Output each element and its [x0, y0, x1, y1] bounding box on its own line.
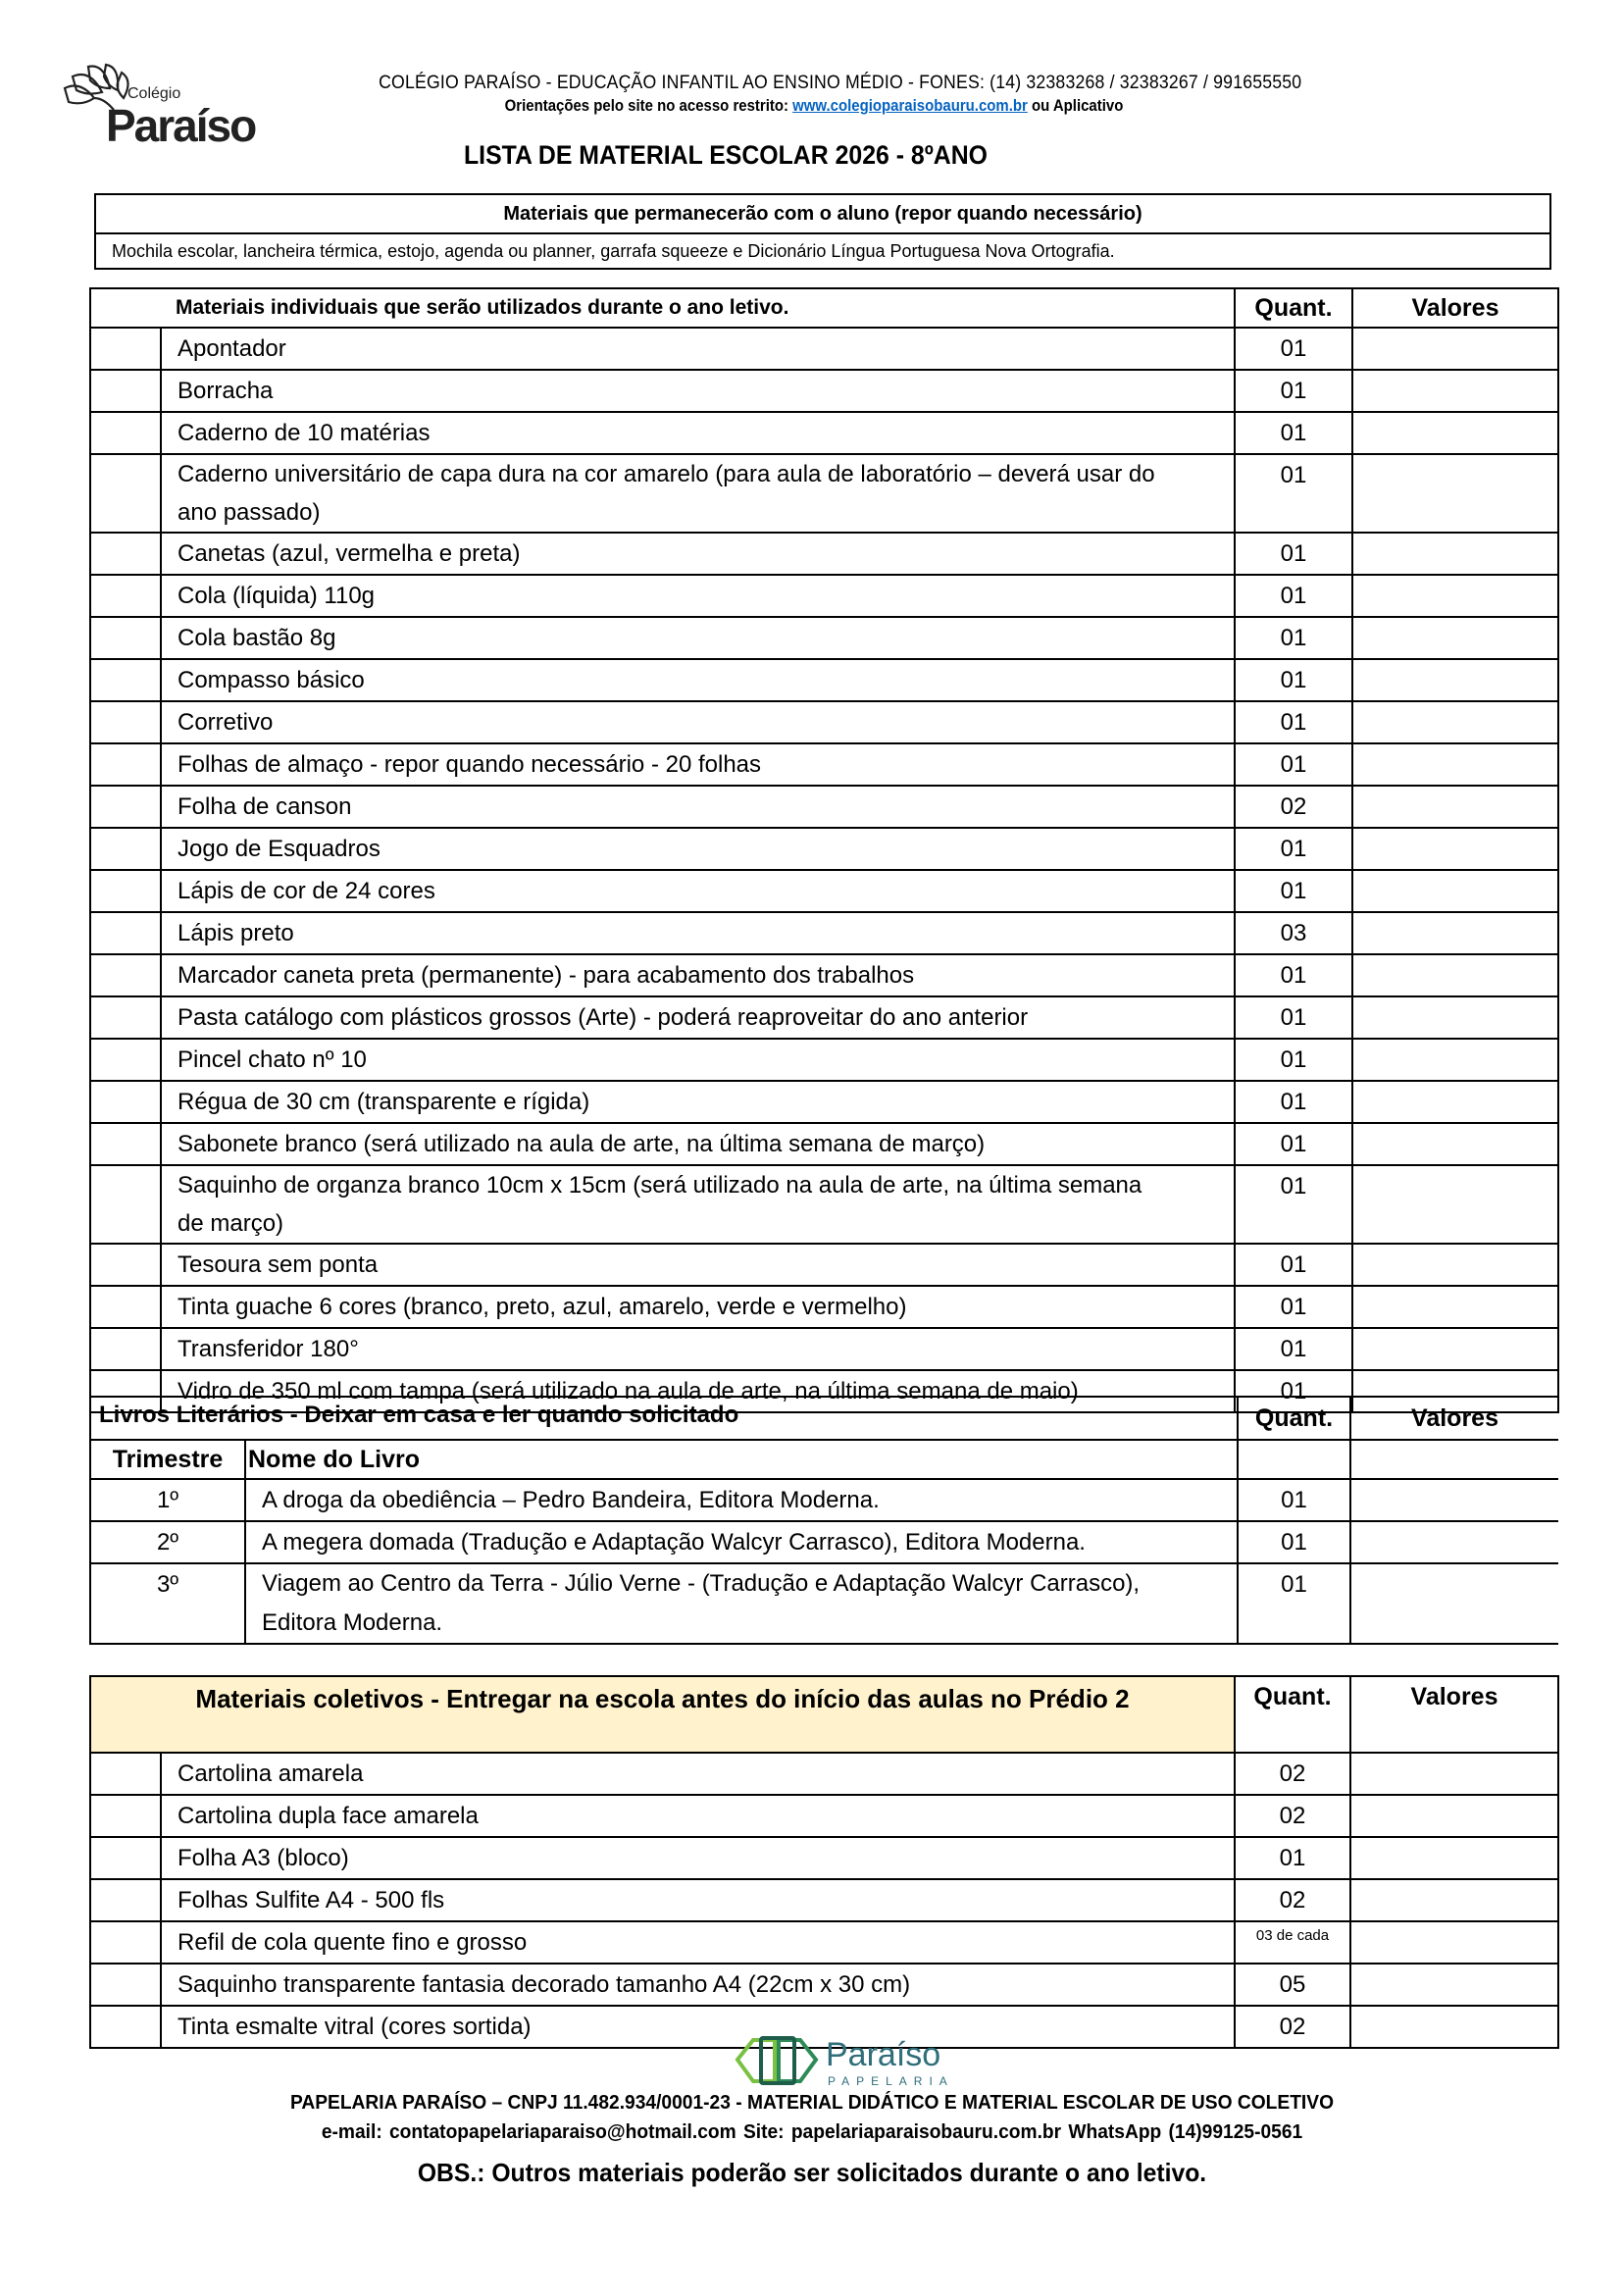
value-cell[interactable]: [1352, 1081, 1558, 1123]
value-cell[interactable]: [1352, 412, 1558, 454]
book-name: A droga da obediência – Pedro Bandeira, Editora Moderna.: [245, 1479, 1238, 1521]
book-qty: 01: [1238, 1563, 1350, 1644]
table-row: [90, 1244, 1558, 1286]
table-row: [90, 1081, 1558, 1123]
item-name: Caderno universitário de capa dura na cor amarelo (para aula de laboratório – deverá usar do ano passado): [161, 454, 1235, 533]
item-name: Lápis preto: [161, 912, 1235, 954]
checkbox-cell[interactable]: [90, 533, 161, 575]
item-name: Folha de canson: [161, 786, 1235, 828]
orientation-suffix: ou Aplicativo: [1027, 96, 1124, 115]
value-cell[interactable]: [1352, 617, 1558, 659]
item-name: Régua de 30 cm (transparente e rígida): [161, 1081, 1235, 1123]
values-header: Valores: [1352, 288, 1558, 328]
value-cell[interactable]: [1352, 1123, 1558, 1165]
table-row: [90, 786, 1558, 828]
table-row: [90, 328, 1558, 370]
papelaria-info-line: PAPELARIA PARAÍSO – CNPJ 11.482.934/0001-23 - MATERIAL DIDÁTICO E MATERIAL ESCOLAR DE USO COLETIVO: [289, 2092, 1335, 2114]
table-row: [90, 1328, 1558, 1370]
value-cell[interactable]: [1350, 1921, 1558, 1964]
value-cell[interactable]: [1352, 1286, 1558, 1328]
table-row: [90, 996, 1558, 1039]
item-qty: 01: [1235, 828, 1352, 870]
orientation-prefix: Orientações pelo site no acesso restrito:: [504, 96, 793, 115]
checkbox-cell[interactable]: [90, 1879, 161, 1921]
table-row: [90, 1753, 1558, 1795]
item-name: Saquinho transparente fantasia decorado tamanho A4 (22cm x 30 cm): [161, 1964, 1235, 2006]
item-qty: 01: [1235, 954, 1352, 996]
item-qty: 01: [1235, 870, 1352, 912]
item-qty: 01: [1235, 1081, 1352, 1123]
svg-text:Colégio: Colégio: [127, 85, 181, 102]
item-qty: 01: [1235, 1039, 1352, 1081]
checkbox-cell[interactable]: [90, 1165, 161, 1244]
value-cell[interactable]: [1352, 1165, 1558, 1244]
table-row: [90, 1921, 1558, 1964]
school-website-link[interactable]: www.colegioparaisobauru.com.br: [792, 96, 1028, 115]
table-row: [90, 1795, 1558, 1837]
table-row: [90, 1837, 1558, 1879]
item-qty: 01: [1235, 533, 1352, 575]
svg-text:PAPELARIA: PAPELARIA: [828, 2074, 954, 2088]
item-qty: 01: [1235, 1244, 1352, 1286]
item-qty: 01: [1235, 1837, 1350, 1879]
checkbox-cell[interactable]: [90, 1244, 161, 1286]
value-cell[interactable]: [1352, 786, 1558, 828]
item-qty: 02: [1235, 2006, 1350, 2048]
value-cell[interactable]: [1352, 870, 1558, 912]
checkbox-cell[interactable]: [90, 1286, 161, 1328]
trimestre-cell: 1º: [90, 1479, 245, 1521]
table-row: [90, 1123, 1558, 1165]
table-row: [90, 1039, 1558, 1081]
value-cell[interactable]: [1350, 1521, 1558, 1563]
table-row: [90, 701, 1558, 743]
item-name: Tinta esmalte vitral (cores sortida): [161, 2006, 1235, 2048]
value-cell[interactable]: [1352, 1328, 1558, 1370]
checkbox-cell[interactable]: [90, 370, 161, 412]
checkbox-cell[interactable]: [90, 870, 161, 912]
item-qty: 02: [1235, 1795, 1350, 1837]
table-row: [90, 412, 1558, 454]
table-row: [90, 659, 1558, 701]
permanent-materials-heading: Materiais que permanecerão com o aluno (repor quando necessário): [96, 195, 1549, 234]
item-name: Corretivo: [161, 701, 1235, 743]
book-name-header: Nome do Livro: [245, 1440, 1238, 1479]
checkbox-cell[interactable]: [90, 996, 161, 1039]
svg-text:Paraíso: Paraíso: [106, 100, 256, 151]
item-name: Jogo de Esquadros: [161, 828, 1235, 870]
qty-header: Quant.: [1235, 288, 1352, 328]
colegio-paraiso-logo: [59, 59, 265, 152]
item-qty: 05: [1235, 1964, 1350, 2006]
values-header: Valores: [1350, 1397, 1558, 1440]
value-cell[interactable]: [1352, 743, 1558, 786]
book-flower-icon: [59, 59, 265, 152]
item-name: Folha A3 (bloco): [161, 1837, 1235, 1879]
value-cell[interactable]: [1352, 533, 1558, 575]
item-qty: 01: [1235, 1123, 1352, 1165]
value-cell[interactable]: [1352, 454, 1558, 533]
checkbox-cell[interactable]: [90, 1795, 161, 1837]
checkbox-cell[interactable]: [90, 2006, 161, 2048]
item-name: Cartolina amarela: [161, 1753, 1235, 1795]
checkbox-cell[interactable]: [90, 1039, 161, 1081]
observation-note: OBS.: Outros materiais poderão ser solicitados durante o ano letivo.: [417, 2158, 1207, 2187]
checkbox-cell[interactable]: [90, 575, 161, 617]
item-name: Lápis de cor de 24 cores: [161, 870, 1235, 912]
book-name: Viagem ao Centro da Terra - Júlio Verne - (Tradução e Adaptação Walcyr Carrasco), Editora Moderna.: [245, 1563, 1238, 1644]
item-name: Borracha: [161, 370, 1235, 412]
trimestre-header: Trimestre: [90, 1440, 245, 1479]
qty-cell: [1238, 1440, 1350, 1479]
table-row: [90, 1479, 1558, 1521]
checkbox-cell[interactable]: [90, 1328, 161, 1370]
item-name: Folhas de almaço - repor quando necessário - 20 folhas: [161, 743, 1235, 786]
item-qty: 02: [1235, 1753, 1350, 1795]
checkbox-cell[interactable]: [90, 617, 161, 659]
value-cell[interactable]: [1352, 370, 1558, 412]
individual-materials-table: [89, 287, 1559, 1413]
item-qty: 01: [1235, 1165, 1352, 1244]
item-name: Refil de cola quente fino e grosso: [161, 1921, 1235, 1964]
checkbox-cell[interactable]: [90, 454, 161, 533]
item-qty: 02: [1235, 1879, 1350, 1921]
permanent-materials-box: [94, 193, 1551, 270]
item-qty: 01: [1235, 370, 1352, 412]
item-name: Saquinho de organza branco 10cm x 15cm (será utilizado na aula de arte, na última semana de março): [161, 1165, 1235, 1244]
value-cell[interactable]: [1350, 2006, 1558, 2048]
item-name: Cartolina dupla face amarela: [161, 1795, 1235, 1837]
item-name: Caderno de 10 matérias: [161, 412, 1235, 454]
checkbox-cell[interactable]: [90, 828, 161, 870]
item-name: Vidro de 350 ml com tampa (será utilizado na aula de arte, na última semana de maio): [161, 1370, 1235, 1412]
item-name: Compasso básico: [161, 659, 1235, 701]
trimestre-cell: 2º: [90, 1521, 245, 1563]
table-row: [90, 1879, 1558, 1921]
value-cell[interactable]: [1350, 1479, 1558, 1521]
item-qty: 01: [1235, 575, 1352, 617]
item-name: Marcador caneta preta (permanente) - para acabamento dos trabalhos: [161, 954, 1235, 996]
table-row: [90, 954, 1558, 996]
item-qty: 03: [1235, 912, 1352, 954]
page-title: LISTA DE MATERIAL ESCOLAR 2026 - 8ºANO: [463, 140, 989, 170]
checkbox-cell[interactable]: [90, 954, 161, 996]
item-name: Cola bastão 8g: [161, 617, 1235, 659]
item-name: Tesoura sem ponta: [161, 1244, 1235, 1286]
table-row: [90, 1521, 1558, 1563]
value-cell[interactable]: [1352, 659, 1558, 701]
collective-materials-table: [89, 1675, 1559, 2049]
value-cell[interactable]: [1350, 1753, 1558, 1795]
value-cell[interactable]: [1350, 1837, 1558, 1879]
table-row: [90, 828, 1558, 870]
value-cell[interactable]: [1352, 954, 1558, 996]
checkbox-cell[interactable]: [90, 1964, 161, 2006]
checkbox-cell[interactable]: [90, 1123, 161, 1165]
value-cell[interactable]: [1352, 996, 1558, 1039]
value-cell[interactable]: [1352, 1244, 1558, 1286]
table-row: [90, 870, 1558, 912]
checkbox-cell[interactable]: [90, 412, 161, 454]
item-qty: 02: [1235, 786, 1352, 828]
table-row: [90, 912, 1558, 954]
table-header-row: [90, 1397, 1558, 1440]
item-name: Sabonete branco (será utilizado na aula de arte, na última semana de março): [161, 1123, 1235, 1165]
checkbox-cell[interactable]: [90, 328, 161, 370]
table-row: [90, 1563, 1558, 1644]
item-name: Cola (líquida) 110g: [161, 575, 1235, 617]
checkbox-cell[interactable]: [90, 1753, 161, 1795]
book-qty: 01: [1238, 1521, 1350, 1563]
table-row: [90, 533, 1558, 575]
books-heading: Livros Literários - Deixar em casa e ler quando solicitado: [90, 1397, 1238, 1440]
papelaria-contact-line: e-mail: contatopapelariaparaiso@hotmail.com Site: papelariaparaisobauru.com.br WhatsApp (14)99125-0561: [321, 2121, 1303, 2143]
papelaria-paraiso-logo: [732, 2030, 963, 2091]
value-cell[interactable]: [1352, 575, 1558, 617]
qty-header: Quant.: [1235, 1676, 1350, 1753]
item-qty: 01: [1235, 454, 1352, 533]
table-row: [90, 454, 1558, 533]
book-name: A megera domada (Tradução e Adaptação Walcyr Carrasco), Editora Moderna.: [245, 1521, 1238, 1563]
table-row: [90, 575, 1558, 617]
item-name: Pasta catálogo com plásticos grossos (Arte) - poderá reaproveitar do ano anterior: [161, 996, 1235, 1039]
collective-materials-heading: Materiais coletivos - Entregar na escola antes do início das aulas no Prédio 2: [90, 1676, 1235, 1753]
values-header: Valores: [1350, 1676, 1558, 1753]
value-cell[interactable]: [1352, 1039, 1558, 1081]
item-qty: 01: [1235, 701, 1352, 743]
item-name: Tinta guache 6 cores (branco, preto, azul, amarelo, verde e vermelho): [161, 1286, 1235, 1328]
permanent-materials-list: Mochila escolar, lancheira térmica, estojo, agenda ou planner, garrafa squeeze e Dicionário Língua Portuguesa Nova Ortografia.: [112, 241, 1115, 261]
item-name: Pincel chato nº 10: [161, 1039, 1235, 1081]
value-cell[interactable]: [1350, 1440, 1558, 1479]
item-qty: 03 de cada: [1235, 1921, 1350, 1964]
checkbox-cell[interactable]: [90, 912, 161, 954]
table-row: [90, 1286, 1558, 1328]
table-header-row: [90, 288, 1558, 328]
item-qty: 01: [1235, 1328, 1352, 1370]
checkbox-cell[interactable]: [90, 659, 161, 701]
book-qty: 01: [1238, 1479, 1350, 1521]
value-cell[interactable]: [1350, 1795, 1558, 1837]
checkbox-cell[interactable]: [90, 1921, 161, 1964]
table-row: [90, 743, 1558, 786]
books-subheader-row: [90, 1440, 1558, 1479]
checkbox-cell[interactable]: [90, 1081, 161, 1123]
checkbox-cell[interactable]: [90, 743, 161, 786]
item-qty: 01: [1235, 328, 1352, 370]
value-cell[interactable]: [1352, 828, 1558, 870]
item-name: Apontador: [161, 328, 1235, 370]
value-cell[interactable]: [1350, 1964, 1558, 2006]
item-qty: 01: [1235, 743, 1352, 786]
value-cell[interactable]: [1350, 1879, 1558, 1921]
svg-text:Paraíso: Paraíso: [826, 2036, 941, 2073]
school-contact-line: COLÉGIO PARAÍSO - EDUCAÇÃO INFANTIL AO ENSINO MÉDIO - FONES: (14) 32383268 / 32383267 / 991655550: [379, 73, 1302, 93]
checkbox-cell[interactable]: [90, 1837, 161, 1879]
value-cell[interactable]: [1352, 912, 1558, 954]
value-cell[interactable]: [1352, 328, 1558, 370]
item-qty: 01: [1235, 1286, 1352, 1328]
value-cell[interactable]: [1350, 1563, 1558, 1644]
individual-materials-heading: Materiais individuais que serão utilizados durante o ano letivo.: [90, 288, 1235, 328]
checkbox-cell[interactable]: [90, 701, 161, 743]
table-row: [90, 1165, 1558, 1244]
checkbox-cell[interactable]: [90, 786, 161, 828]
item-name: Canetas (azul, vermelha e preta): [161, 533, 1235, 575]
item-name: Transferidor 180°: [161, 1328, 1235, 1370]
stationery-logo-icon: [732, 2030, 963, 2091]
table-row: [90, 1964, 1558, 2006]
table-header-row: [90, 1676, 1558, 1753]
item-qty: 01: [1235, 1370, 1352, 1412]
orientation-line: [426, 96, 1202, 116]
trimestre-cell: 3º: [90, 1563, 245, 1644]
item-name: Folhas Sulfite A4 - 500 fls: [161, 1879, 1235, 1921]
item-qty: 01: [1235, 617, 1352, 659]
qty-header: Quant.: [1238, 1397, 1350, 1440]
table-row: [90, 617, 1558, 659]
value-cell[interactable]: [1352, 701, 1558, 743]
item-qty: 01: [1235, 996, 1352, 1039]
item-qty: 01: [1235, 412, 1352, 454]
table-row: [90, 370, 1558, 412]
item-qty: 01: [1235, 659, 1352, 701]
literary-books-table: [89, 1396, 1558, 1645]
